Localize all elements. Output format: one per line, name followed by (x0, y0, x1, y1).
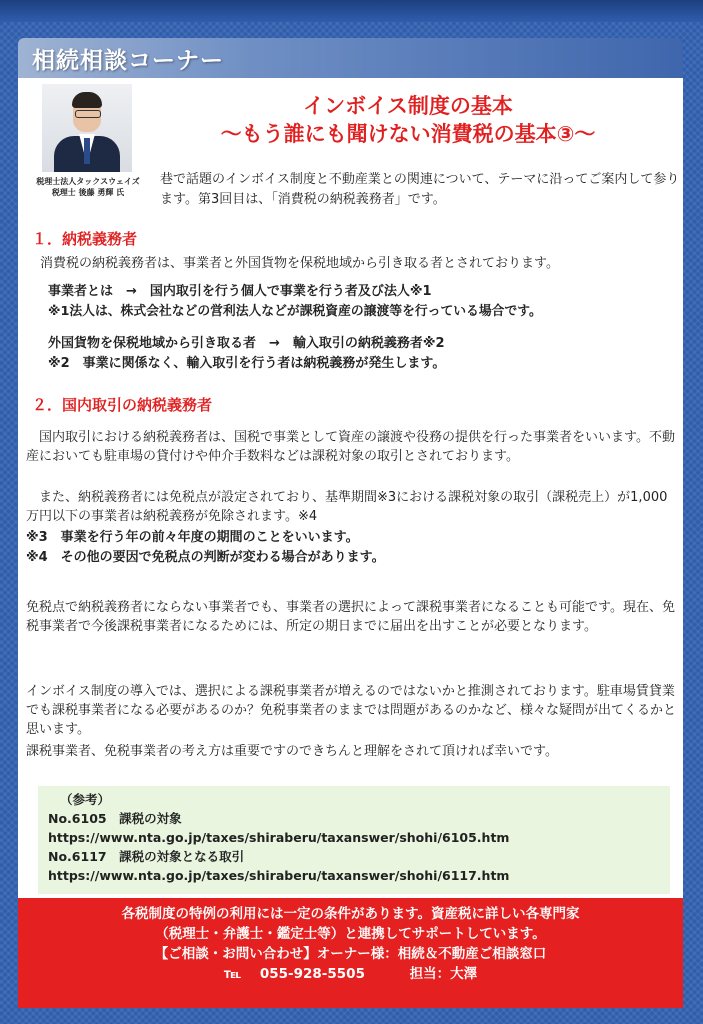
corner-header (18, 38, 683, 78)
contact-line-3: 【ご相談・お問い合わせ】オーナー様：相続＆不動産ご相談窓口 (154, 946, 547, 962)
article-title (148, 92, 668, 148)
section1-note2: ※2 事業に関係なく、輸入取引を行う者は納税義務が発生します。 (48, 356, 446, 371)
reference-link-2[interactable]: https://www.nta.go.jp/taxes/shiraberu/taxanswer/shohi/6117.htm (48, 868, 510, 883)
title-line-2: ～もう誰にも聞けない消費税の基本③～ (220, 122, 596, 146)
section2-para2: また、納税義務者には免税点が設定されており、基準期間※3における課税対象の取引（課税売上）が1,000万円以下の事業者は納税義務が免除されます。※4 (26, 490, 668, 524)
section2-para1: 国内取引における納税義務者は、国税で事業として資産の譲渡や役務の提供を行った事業者をいいます。不動産においても駐車場の貸付けや仲介手数料などは課税対象の取引とされております。 (26, 430, 675, 464)
tel-label: ℡ (223, 966, 242, 982)
title-line-1: インボイス制度の基本 (303, 94, 513, 118)
tel-number[interactable]: 055-928-5505 (259, 966, 365, 982)
content-card (18, 78, 683, 1008)
corner-title: 相続相談コーナー (32, 48, 224, 74)
section1-text: 消費税の納税義務者は、事業者と外国貨物を保税地域から引き取る者とされております。 (40, 256, 559, 271)
author-name: 税理士 後藤 勇輝 氏 (51, 188, 125, 197)
section2-heading: ２．国内取引の納税義務者 (32, 396, 213, 414)
author-photo (42, 84, 132, 172)
section2-para5: 課税事業者、免税事業者の考え方は重要ですのできちんと理解をされて頂ければ幸いです。 (26, 744, 558, 759)
contact-line-1: 各税制度の特例の利用には一定の条件があります。資産税に詳しい各専門家 (121, 906, 580, 922)
author-caption (28, 176, 148, 198)
contact-line-2: （税理士・弁護士・鑑定士等）と連携してサポートしています。 (155, 926, 546, 942)
section2-para3: 免税点で納税義務者にならない事業者でも、事業者の選択によって課税事業者になることも可能です。現在、免税事業者で今後課税事業者になるためには、所定の期日までに届出を出すことが必要となります。 (26, 600, 675, 634)
contact-person: 担当：大澤 (409, 966, 478, 982)
section1-def2: 外国貨物を保税地域から引き取る者 → 輸入取引の納税義務者※2 (48, 336, 445, 351)
section1-note1: ※1法人は、株式会社などの営利法人などが課税資産の譲渡等を行っている場合です。 (48, 304, 542, 319)
reference-item-2: No.6117 課税の対象となる取引 (48, 849, 245, 864)
author-company: 税理士法人タックスウェイズ (36, 177, 140, 186)
section1-heading: １．納税義務者 (32, 230, 138, 248)
reference-item-1: No.6105 課税の対象 (48, 811, 182, 826)
section2-note3: ※3 事業を行う年の前々年度の期間のことをいいます。 (26, 530, 359, 545)
section2-para4: インボイス制度の導入では、選択による課税事業者が増えるのではないかと推測されております。駐車場賃貸業でも課税事業者になる必要があるのか？免税事業者のままでは問題があるのかなど、様々な疑問が出てくるかと思います。 (26, 684, 677, 737)
contact-line-4 (18, 964, 683, 984)
intro-text: 巷で話題のインボイス制度と不動産業との関連について、テーマに沿ってご案内して参ります。第3回目は、「消費税の納税義務者」です。 (160, 172, 680, 207)
reference-link-1[interactable]: https://www.nta.go.jp/taxes/shiraberu/taxanswer/shohi/6105.htm (48, 830, 510, 845)
top-bar (0, 0, 703, 22)
section2-note4: ※4 その他の要因で免税点の判断が変わる場合があります。 (26, 550, 385, 565)
reference-box (38, 786, 670, 894)
section1-def1: 事業者とは → 国内取引を行う個人で事業を行う者及び法人※1 (48, 284, 432, 299)
reference-label: （参考） (60, 792, 111, 807)
contact-box (18, 898, 683, 1008)
